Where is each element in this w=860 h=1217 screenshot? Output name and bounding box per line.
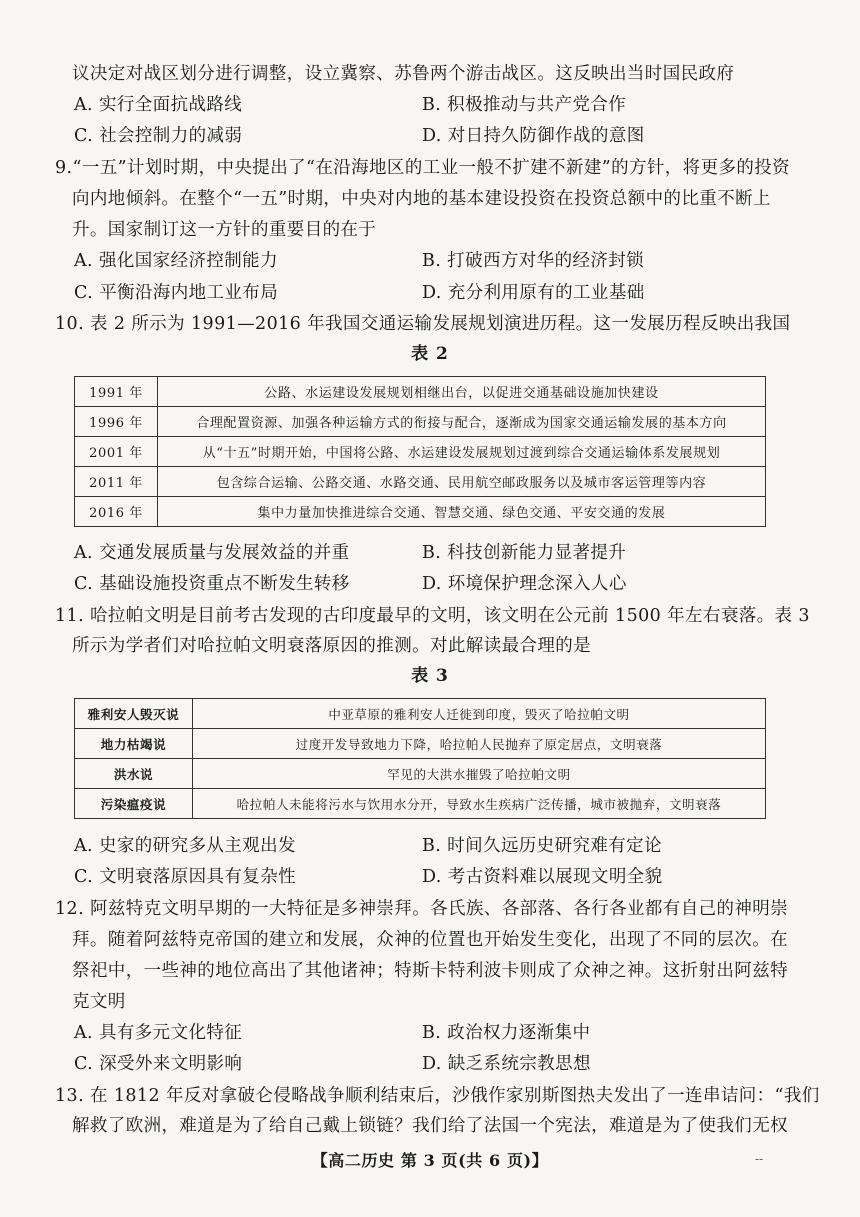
q8-option-d: D. 对日持久防御作战的意图 bbox=[422, 126, 645, 146]
q13-stem-line-2: 解救了欧洲，难道是为了给自己戴上锁链？我们给了法国一个宪法，难道是为了使我们无权 bbox=[72, 1116, 788, 1136]
q10-stem-line-1: 10. 表 2 所示为 1991—2016 年我国交通运输发展规划演进历程。这一发展历程反映出我国 bbox=[55, 314, 791, 334]
q11-stem-line-2: 所示为学者们对哈拉帕文明衰落原因的推测。对此解读最合理的是 bbox=[72, 636, 592, 656]
table-row bbox=[75, 789, 766, 819]
table-row bbox=[75, 759, 766, 789]
q11-stem-line-1: 11. 哈拉帕文明是目前考古发现的古印度最早的文明，该文明在公元前 1500 年左右衰落。表 3 bbox=[55, 606, 810, 626]
table-cell-theory: 洪水说 bbox=[75, 759, 193, 789]
q8-option-c: C. 社会控制力的减弱 bbox=[74, 126, 243, 146]
table-cell-text: 集中力量加快推进综合交通、智慧交通、绿色交通、平安交通的发展 bbox=[158, 497, 766, 527]
q9-option-c: C. 平衡沿海内地工业布局 bbox=[74, 283, 279, 303]
table-cell-text: 哈拉帕人未能将污水与饮用水分开，导致水生疾病广泛传播，城市被抛弃，文明衰落 bbox=[193, 789, 766, 819]
q11-option-c: C. 文明衰落原因具有复杂性 bbox=[74, 867, 296, 887]
q13-stem-line-1: 13. 在 1812 年反对拿破仑侵略战争顺利结束后，沙俄作家别斯图热夫发出了一连串诘问：“我们 bbox=[55, 1086, 820, 1106]
table-cell-year: 1991 年 bbox=[75, 377, 158, 407]
q9-option-a: A. 强化国家经济控制能力 bbox=[74, 251, 278, 271]
table-row bbox=[75, 467, 766, 497]
table-row bbox=[75, 699, 766, 729]
q10-option-b: B. 科技创新能力显著提升 bbox=[422, 543, 627, 563]
q9-stem-line-2: 向内地倾斜。在整个“一五”时期，中央对内地的基本建设投资在投资总额中的比重不断上 bbox=[72, 189, 771, 209]
table-cell-year: 1996 年 bbox=[75, 407, 158, 437]
table-2 bbox=[74, 376, 766, 527]
q9-option-d: D. 充分利用原有的工业基础 bbox=[422, 283, 645, 303]
q11-option-d: D. 考古资料难以展现文明全貌 bbox=[422, 867, 663, 887]
table-cell-theory: 地力枯竭说 bbox=[75, 729, 193, 759]
table-cell-text: 包含综合运输、公路交通、水路交通、民用航空邮政服务以及城市客运管理等内容 bbox=[158, 467, 766, 497]
corner-mark: -- bbox=[755, 1152, 764, 1166]
q8-option-a: A. 实行全面抗战路线 bbox=[74, 95, 243, 115]
table-cell-year: 2011 年 bbox=[75, 467, 158, 497]
table-cell-year: 2016 年 bbox=[75, 497, 158, 527]
table-2-caption: 表 2 bbox=[411, 344, 449, 364]
q12-stem-line-2: 拜。随着阿兹特克帝国的建立和发展，众神的位置也开始发生变化，出现了不同的层次。在 bbox=[72, 930, 788, 950]
q10-option-d: D. 环境保护理念深入人心 bbox=[422, 574, 627, 594]
q10-option-a: A. 交通发展质量与发展效益的并重 bbox=[74, 543, 350, 563]
table-cell-text: 罕见的大洪水摧毁了哈拉帕文明 bbox=[193, 759, 766, 789]
table-cell-text: 从“十五”时期开始，中国将公路、水运建设发展规划过渡到综合交通运输体系发展规划 bbox=[158, 437, 766, 467]
page-footer: 【高二历史 第 3 页(共 6 页)】 bbox=[311, 1151, 549, 1170]
q9-stem-line-3: 升。国家制订这一方针的重要目的在于 bbox=[72, 220, 377, 240]
q12-stem-line-3: 祭祀中，一些神的地位高出了其他诸神；特斯卡特利波卡则成了众神之神。这折射出阿兹特 bbox=[72, 961, 788, 981]
q12-option-d: D. 缺乏系统宗教思想 bbox=[422, 1054, 591, 1074]
table-cell-text: 中亚草原的雅利安人迁徙到印度，毁灭了哈拉帕文明 bbox=[193, 699, 766, 729]
table-row bbox=[75, 437, 766, 467]
q8-option-b: B. 积极推动与共产党合作 bbox=[422, 95, 627, 115]
q8-stem-tail: 议决定对战区划分进行调整，设立冀察、苏鲁两个游击战区。这反映出当时国民政府 bbox=[72, 64, 735, 84]
table-cell-year: 2001 年 bbox=[75, 437, 158, 467]
table-cell-theory: 污染瘟疫说 bbox=[75, 789, 193, 819]
q9-option-b: B. 打破西方对华的经济封锁 bbox=[422, 251, 645, 271]
table-cell-text: 公路、水运建设发展规划相继出台，以促进交通基础设施加快建设 bbox=[158, 377, 766, 407]
q9-stem-line-1: 9.“一五”计划时期，中央提出了“在沿海地区的工业一般不扩建不新建”的方针，将更多的投资 bbox=[55, 158, 791, 178]
table-row bbox=[75, 497, 766, 527]
table-cell-theory: 雅利安人毁灭说 bbox=[75, 699, 193, 729]
table-row bbox=[75, 407, 766, 437]
q12-stem-line-1: 12. 阿兹特克文明早期的一大特征是多神崇拜。各氏族、各部落、各行各业都有自己的神明崇 bbox=[55, 899, 789, 919]
q12-option-c: C. 深受外来文明影响 bbox=[74, 1054, 243, 1074]
table-3 bbox=[74, 698, 766, 819]
table-row bbox=[75, 729, 766, 759]
q12-option-b: B. 政治权力逐渐集中 bbox=[422, 1023, 591, 1043]
q12-option-a: A. 具有多元文化特征 bbox=[74, 1023, 243, 1043]
table-cell-text: 过度开发导致地力下降，哈拉帕人民抛弃了原定居点，文明衰落 bbox=[193, 729, 766, 759]
q11-option-a: A. 史家的研究多从主观出发 bbox=[74, 836, 296, 856]
table-row bbox=[75, 377, 766, 407]
table-3-caption: 表 3 bbox=[411, 666, 449, 686]
q12-stem-line-4: 克文明 bbox=[72, 992, 126, 1012]
q11-option-b: B. 时间久远历史研究难有定论 bbox=[422, 836, 662, 856]
table-cell-text: 合理配置资源、加强各种运输方式的衔接与配合，逐渐成为国家交通运输发展的基本方向 bbox=[158, 407, 766, 437]
q10-option-c: C. 基础设施投资重点不断发生转移 bbox=[74, 574, 350, 594]
